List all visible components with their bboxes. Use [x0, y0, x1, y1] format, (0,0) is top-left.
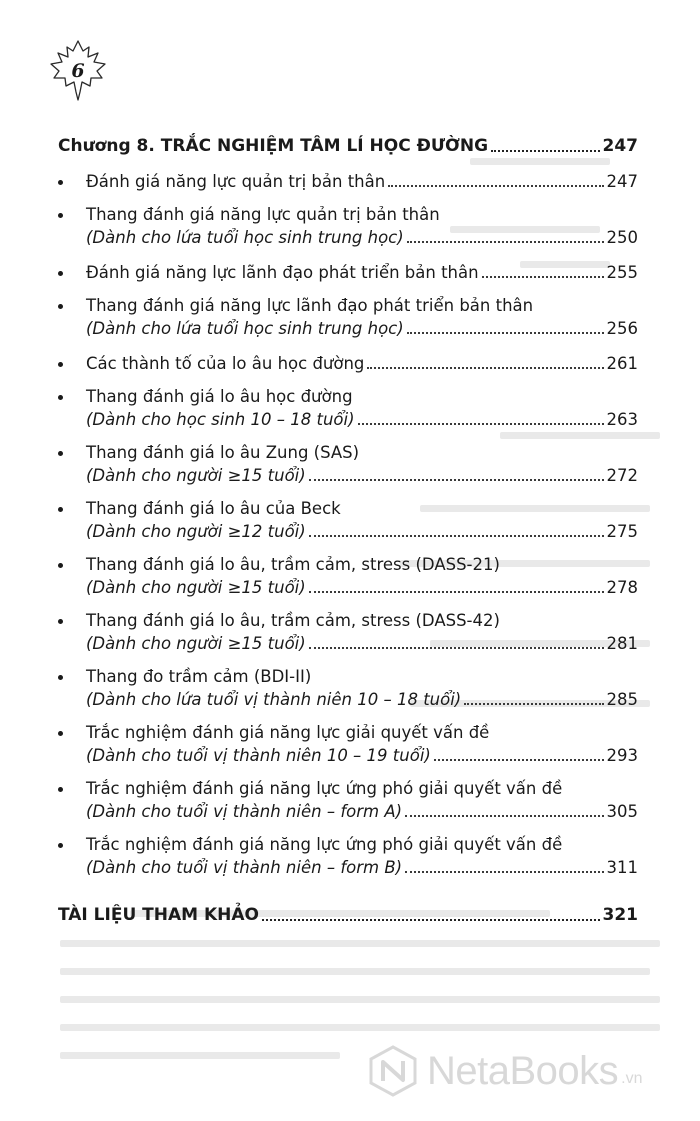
entry-subtitle: (Dành cho tuổi vị thành niên – form B)	[86, 858, 403, 877]
dot-leader	[262, 919, 600, 921]
toc-entry[interactable]	[58, 385, 638, 431]
entry-subtitle: (Dành cho lứa tuổi học sinh trung học)	[86, 228, 404, 247]
dot-leader	[464, 703, 603, 705]
entry-page: 272	[606, 466, 638, 485]
toc-entry[interactable]	[58, 441, 638, 487]
bullet-icon	[58, 787, 63, 792]
toc-references-heading[interactable]	[58, 899, 638, 927]
entry-title: Thang đánh giá lo âu của Beck	[86, 499, 341, 518]
bullet-icon	[58, 507, 63, 512]
toc-entry[interactable]	[58, 777, 638, 823]
toc-entry[interactable]	[58, 203, 638, 249]
entry-page: 250	[606, 228, 638, 247]
entry-title: Thang đánh giá lo âu, trầm cảm, stress (DASS-21)	[86, 555, 500, 574]
entry-title: Trắc nghiệm đánh giá năng lực ứng phó giải quyết vấn đề	[86, 835, 563, 854]
dot-leader	[309, 535, 604, 537]
netabooks-watermark	[367, 1045, 643, 1097]
bullet-icon	[58, 304, 63, 309]
bleed-through-line	[60, 1024, 660, 1031]
dot-leader	[309, 647, 604, 649]
toc-entry[interactable]	[58, 352, 638, 375]
entry-page: 263	[606, 410, 638, 429]
bullet-icon	[58, 271, 63, 276]
references-page: 321	[602, 905, 638, 925]
entry-title: Trắc nghiệm đánh giá năng lực giải quyết vấn đề	[86, 723, 490, 742]
entry-subtitle: (Dành cho tuổi vị thành niên – form A)	[86, 802, 403, 821]
entry-subtitle: (Dành cho người ≥15 tuổi)	[86, 578, 306, 597]
entry-page: 278	[606, 578, 638, 597]
watermark-suffix: .vn	[621, 1070, 643, 1087]
toc-entry[interactable]	[58, 609, 638, 655]
dot-leader	[367, 367, 603, 369]
dot-leader	[407, 332, 604, 334]
bullet-icon	[58, 843, 63, 848]
references-title: TÀI LIỆU THAM KHẢO	[58, 905, 259, 925]
entry-title: Các thành tố của lo âu học đường	[86, 354, 365, 373]
dot-leader	[309, 591, 604, 593]
toc-entry[interactable]	[58, 261, 638, 284]
entry-subtitle: (Dành cho học sinh 10 – 18 tuổi)	[86, 410, 355, 429]
entry-page: 275	[606, 522, 638, 541]
toc-entry[interactable]	[58, 170, 638, 193]
entry-subtitle: (Dành cho lứa tuổi vị thành niên 10 – 18 tuổi)	[86, 690, 462, 709]
entry-title: Thang đánh giá năng lực lãnh đạo phát triển bản thân	[86, 296, 534, 315]
dot-leader	[405, 815, 603, 817]
entry-page: 261	[606, 354, 638, 373]
entry-title: Đánh giá năng lực lãnh đạo phát triển bản thân	[86, 263, 479, 282]
bullet-icon	[58, 362, 63, 367]
bullet-icon	[58, 213, 63, 218]
page-number-badge	[44, 38, 112, 102]
dot-leader	[309, 479, 604, 481]
dot-leader	[491, 150, 599, 152]
netabooks-logo-icon	[367, 1045, 419, 1097]
watermark-brand: NetaBooks	[427, 1048, 619, 1093]
chapter-title: Chương 8. TRẮC NGHIỆM TÂM LÍ HỌC ĐƯỜNG	[58, 136, 489, 156]
bullet-icon	[58, 731, 63, 736]
entry-page: 255	[606, 263, 638, 282]
bleed-through-line	[60, 1052, 340, 1059]
entry-subtitle: (Dành cho người ≥15 tuổi)	[86, 466, 306, 485]
toc-entry[interactable]	[58, 553, 638, 599]
entry-page: 247	[606, 172, 638, 191]
entry-page: 311	[606, 858, 638, 877]
toc-entry[interactable]	[58, 833, 638, 879]
entry-title: Thang đánh giá năng lực quản trị bản thân	[86, 205, 440, 224]
bleed-through-line	[60, 940, 660, 947]
dot-leader	[358, 423, 604, 425]
bullet-icon	[58, 451, 63, 456]
bullet-icon	[58, 563, 63, 568]
bullet-icon	[58, 395, 63, 400]
bullet-icon	[58, 675, 63, 680]
entry-page: 256	[606, 319, 638, 338]
entry-title: Thang đánh giá lo âu học đường	[86, 387, 353, 406]
entry-title: Thang đo trầm cảm (BDI-II)	[86, 667, 312, 686]
entry-page: 305	[606, 802, 638, 821]
entry-page: 293	[606, 746, 638, 765]
entry-subtitle: (Dành cho tuổi vị thành niên 10 – 19 tuổi)	[86, 746, 431, 765]
entry-subtitle: (Dành cho người ≥15 tuổi)	[86, 634, 306, 653]
bullet-icon	[58, 180, 63, 185]
toc-entry[interactable]	[58, 721, 638, 767]
toc-chapter-heading[interactable]	[58, 130, 638, 158]
dot-leader	[434, 759, 604, 761]
dot-leader	[388, 185, 603, 187]
entry-page: 281	[606, 634, 638, 653]
chapter-page: 247	[602, 136, 638, 156]
bleed-through-line	[60, 968, 650, 975]
dot-leader	[407, 241, 604, 243]
entry-title: Trắc nghiệm đánh giá năng lực ứng phó giải quyết vấn đề	[86, 779, 563, 798]
dot-leader	[482, 276, 604, 278]
entry-subtitle: (Dành cho lứa tuổi học sinh trung học)	[86, 319, 404, 338]
entry-title: Đánh giá năng lực quản trị bản thân	[86, 172, 386, 191]
entry-page: 285	[606, 690, 638, 709]
toc-entry[interactable]	[58, 665, 638, 711]
toc-entry[interactable]	[58, 294, 638, 340]
entry-title: Thang đánh giá lo âu Zung (SAS)	[86, 443, 360, 462]
entry-title: Thang đánh giá lo âu, trầm cảm, stress (DASS-42)	[86, 611, 500, 630]
page-number: 6	[71, 60, 85, 82]
table-of-contents	[58, 130, 638, 927]
entry-subtitle: (Dành cho người ≥12 tuổi)	[86, 522, 306, 541]
bullet-icon	[58, 619, 63, 624]
bleed-through-line	[60, 996, 660, 1003]
toc-entry[interactable]	[58, 497, 638, 543]
dot-leader	[405, 871, 603, 873]
